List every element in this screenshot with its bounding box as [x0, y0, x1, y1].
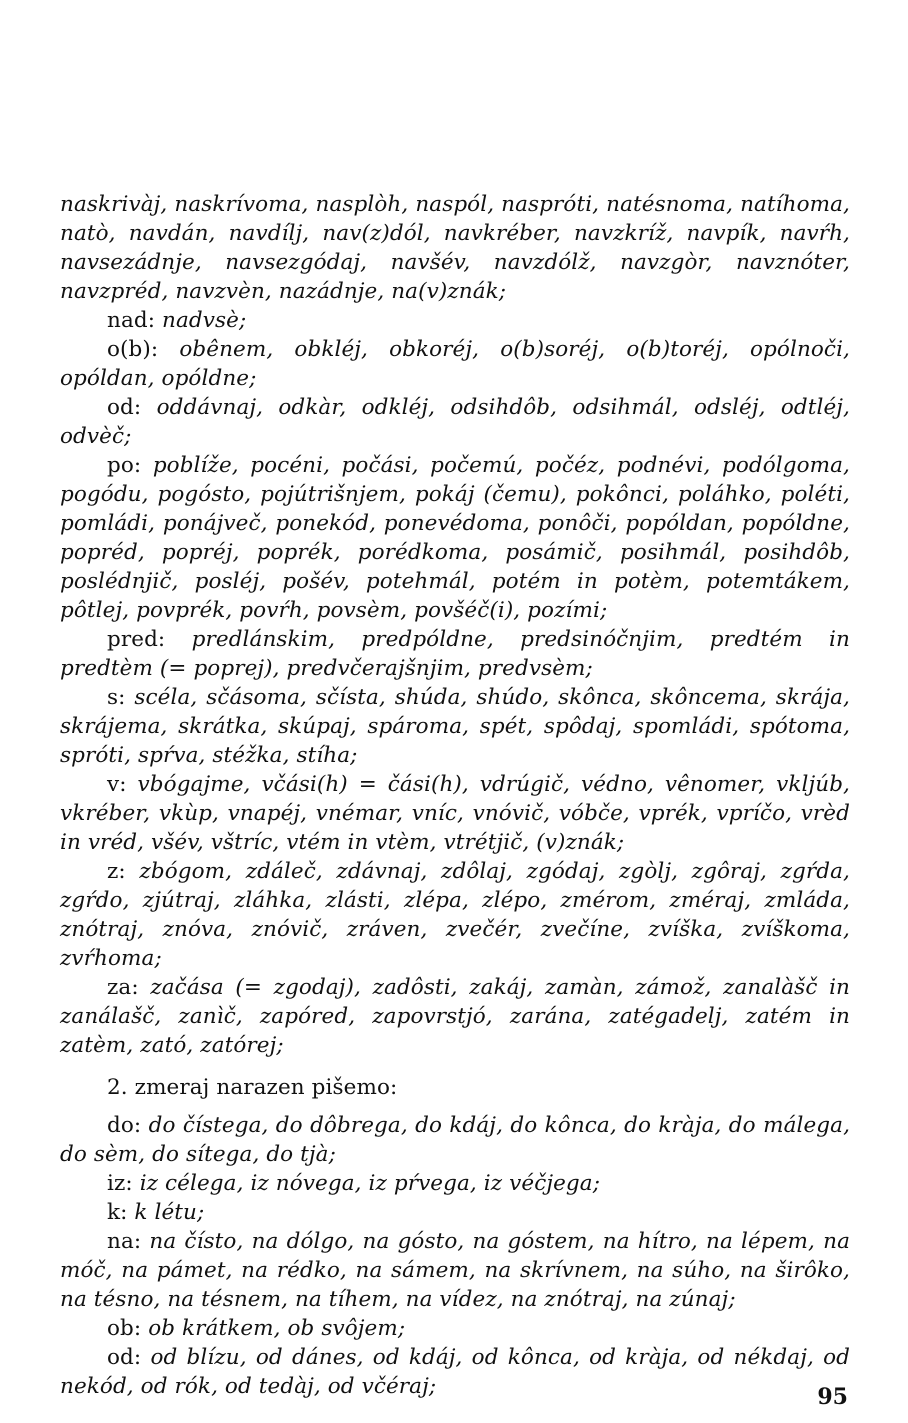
paragraph-label: s: — [107, 685, 135, 710]
paragraph-ob — [60, 335, 850, 393]
paragraph-v — [60, 770, 850, 857]
paragraph-words: oddávnaj, odkàr, odkléj, odsihdôb, odsihmál, odsléj, odtléj, odvèč; — [60, 395, 850, 449]
paragraph-label: od: — [107, 395, 157, 420]
paragraph-label: od: — [107, 1345, 151, 1370]
paragraph-label: do: — [107, 1113, 149, 1138]
paragraph-words: iz célega, iz nóvega, iz pŕvega, iz véčjega; — [139, 1171, 601, 1196]
paragraph-words: obênem, obkléj, obkoréj, o(b)soréj, o(b)toréj, opólnoči, opóldan, opóldne; — [60, 337, 850, 391]
paragraph-label: k: — [107, 1200, 135, 1225]
paragraph-label: po: — [107, 453, 153, 478]
paragraph-label: iz: — [107, 1171, 140, 1196]
paragraph-words: do čístega, do dôbrega, do kdáj, do kônca, do kràja, do málega, do sèm, do sítega, do tjà; — [60, 1113, 850, 1167]
paragraph-words: vbógajme, včási(h) = čási(h), vdrúgič, védno, vênomer, vkljúb, vkréber, vkùp, vnapéj, vnémar, vníc, vnóvič, vóbče, vprék, vpríčo, vrèd in vréd, všév, vštríc, vtém in vtèm, vtrétjič, (v)znák; — [60, 772, 850, 855]
paragraph-label: ob: — [107, 1316, 149, 1341]
paragraph-label: za: — [107, 975, 151, 1000]
paragraph-iz — [60, 1169, 850, 1198]
paragraph-na-2 — [60, 1227, 850, 1314]
paragraph-words: nadvsè; — [162, 308, 247, 333]
paragraph-words: ob krátkem, ob svôjem; — [148, 1316, 406, 1341]
paragraph-label: v: — [107, 772, 138, 797]
paragraph-label: pred: — [107, 627, 192, 652]
paragraph-label: nad: — [107, 308, 163, 333]
paragraph-words: od blízu, od dánes, od kdáj, od kônca, od kràja, od nékdaj, od nekód, od rók, od tedàj, od včéraj; — [60, 1345, 851, 1399]
paragraph-na — [60, 190, 850, 306]
paragraph-words: začása (= zgodaj), zadôsti, zakáj, zamàn, zámož, zanalàšč in zanálašč, zanìč, zapóred, zapovrstjó, zarána, zatégadelj, zatém in zatèm, zató, zatórej; — [60, 975, 851, 1058]
paragraph-words: poblíže, pocéni, počási, počemú, počéz, podnévi, podólgoma, pogódu, pogósto, pojútrišnjem, pokáj (čemu), pokônci, poláhko, poléti, pomládi, ponájveč, ponekód, ponevédoma, ponôči, popóldan, popóldne, popréd, popréj, poprék, porédkoma, posámič, posihmál, posihdôb, poslédnjič, posléj, pošév, potehmál, potém in potèm, potemtákem, pôtlej, povprék, povŕh, povsèm, povšéč(i), pozími; — [60, 453, 850, 623]
paragraph-words: naskrivàj, naskrívoma, nasplòh, naspól, naspróti, natésnoma, natíhoma, natò, navdán, navdílj, nav(z)dól, navkréber, navzkríž, navpík, navŕh, navsezádnje, navsezgódaj, navšév, navzdólž, navzgòr, navznóter, navzpréd, navzvèn, nazádnje, na(v)znák; — [60, 192, 850, 304]
paragraph-words: k létu; — [134, 1200, 205, 1225]
paragraph-s — [60, 683, 850, 770]
paragraph-label: z: — [107, 859, 140, 884]
paragraph-words: zbógom, zdáleč, zdávnaj, zdôlaj, zgódaj, zgòlj, zgôraj, zgŕda, zgŕdo, zjútraj, zláhka, zlásti, zlépa, zlépo, zmérom, zméraj, zmláda, znótraj, znóva, znóvič, zráven, zvečér, zvečíne, zvíška, zvíškoma, zvŕhoma; — [60, 859, 850, 971]
paragraph-z — [60, 857, 850, 973]
page-number: 95 — [817, 1384, 848, 1410]
paragraph-k — [60, 1198, 850, 1227]
paragraph-pred — [60, 625, 850, 683]
paragraph-words: na čísto, na dólgo, na gósto, na góstem, na hítro, na lépem, na móč, na pámet, na rédko, na sámem, na skrívnem, na súho, na širôko, na tésno, na tésnem, na tíhem, na vídez, na znótraj, na zúnaj; — [60, 1229, 850, 1312]
paragraph-label: o(b): — [107, 337, 180, 362]
paragraph-za — [60, 973, 850, 1060]
page-body — [60, 190, 850, 1401]
section-heading: 2. zmeraj narazen pišemo: — [107, 1075, 398, 1100]
paragraph-label: na: — [107, 1229, 150, 1254]
paragraph-po — [60, 451, 850, 625]
paragraph-do — [60, 1111, 850, 1169]
paragraph-words: scéla, sčásoma, sčísta, shúda, shúdo, skônca, skôncema, skrája, skrájema, skrátka, skúpaj, spároma, spét, spôdaj, spomládi, spótoma, spróti, spŕva, stéžka, stíha; — [60, 685, 850, 768]
paragraph-words: predlánskim, predpóldne, predsinóčnjim, predtém in predtèm (= poprej), predvčerajšnjim, predvsèm; — [60, 627, 850, 681]
paragraph-ob-2 — [60, 1314, 850, 1343]
paragraph-od-2 — [60, 1343, 850, 1401]
paragraph-nad — [60, 306, 850, 335]
paragraph-od — [60, 393, 850, 451]
